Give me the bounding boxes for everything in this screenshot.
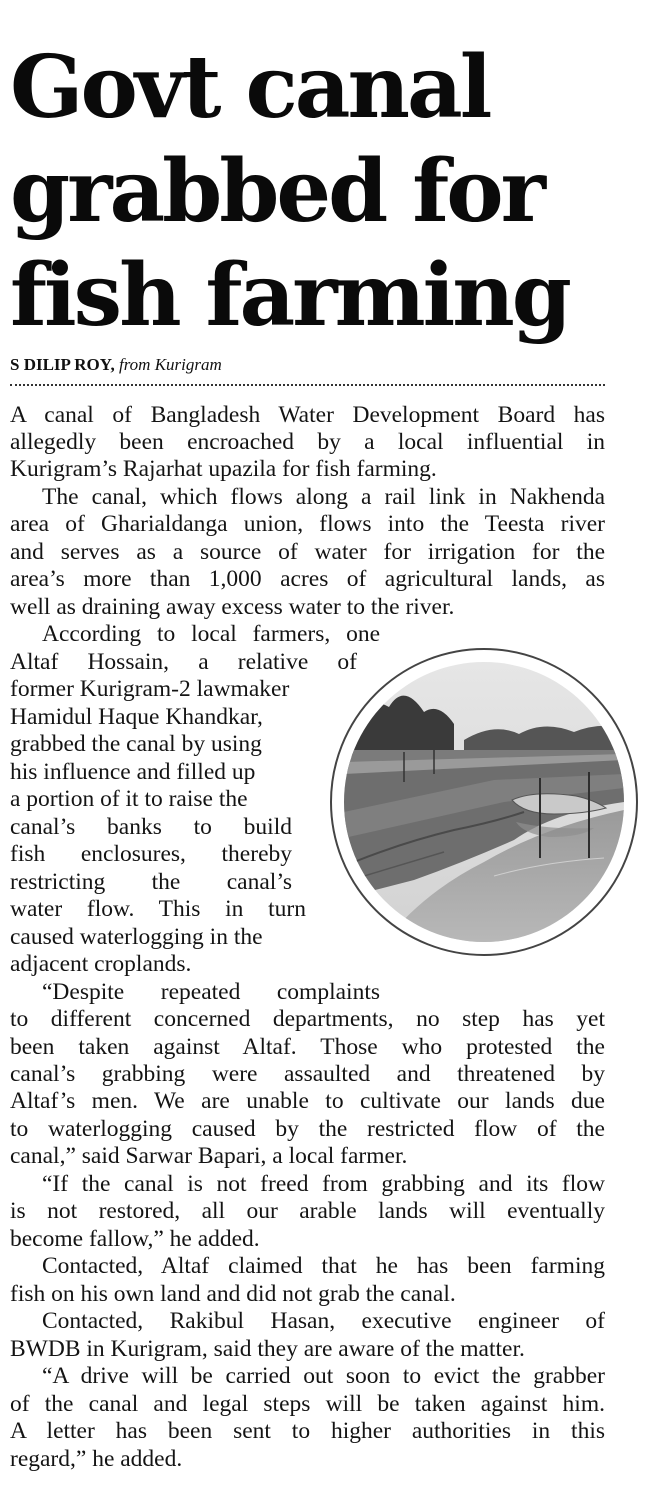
byline-location: from Kurigram — [118, 355, 222, 374]
headline-line: Govt canal — [10, 37, 490, 138]
body-line: allegedly been encroached by a local influential in — [10, 429, 605, 455]
body-line: canal’s banks to build — [10, 814, 292, 840]
byline-author: S DILIP ROY, — [10, 355, 115, 374]
body-line: become fallow,” he added. — [10, 1226, 260, 1252]
headline — [10, 36, 650, 348]
body-line: canal,” said Sarwar Bapari, a local farmer. — [10, 1143, 408, 1169]
body-line: fish on his own land and did not grab the canal. — [10, 1281, 456, 1307]
body-line: “Despite repeated complaints — [42, 979, 380, 1005]
body-line: area of Gharialdanga union, flows into the Teesta river — [10, 511, 605, 537]
body-line: Altaf’s men. We are unable to cultivate our lands due — [10, 1088, 605, 1114]
body-line: canal’s grabbing were assaulted and threatened by — [10, 1061, 605, 1087]
body-line: caused waterlogging in the — [10, 924, 263, 950]
body-line: to different concerned departments, no step has yet — [10, 1006, 605, 1032]
body-line: BWDB in Kurigram, said they are aware of the matter. — [10, 1336, 525, 1362]
body-line: Contacted, Altaf claimed that he has been farming — [42, 1253, 605, 1279]
body-line: The canal, which flows along a rail link in Nakhenda — [42, 484, 605, 510]
body-line: of the canal and legal steps will be taken against him. — [10, 1391, 605, 1417]
byline — [10, 354, 222, 376]
body-line: Altaf Hossain, a relative of — [10, 649, 357, 675]
body-line: former Kurigram-2 lawmaker — [10, 676, 290, 702]
body-line: his influence and filled up — [10, 759, 256, 785]
body-line: to waterlogging caused by the restricted flow of the — [10, 1116, 605, 1142]
body-line: and serves as a source of water for irrigation for the — [10, 539, 605, 565]
body-line: area’s more than 1,000 acres of agricultural lands, as — [10, 566, 605, 592]
canal-photo-image — [344, 662, 624, 942]
body-line: Contacted, Rakibul Hasan, executive engineer of — [42, 1308, 605, 1334]
canal-photo — [330, 648, 638, 956]
body-line: “A drive will be carried out soon to evict the grabber — [42, 1363, 605, 1389]
body-line: well as draining away excess water to the river. — [10, 594, 455, 620]
body-line: grabbed the canal by using — [10, 731, 262, 757]
headline-line: fish farming — [10, 245, 569, 346]
body-line: A letter has been sent to higher authorities in this — [10, 1418, 605, 1444]
body-line: “If the canal is not freed from grabbing and its flow — [42, 1171, 605, 1197]
body-line: A canal of Bangladesh Water Development Board has — [10, 402, 605, 428]
body-line: adjacent croplands. — [10, 951, 192, 977]
body-line: Hamidul Haque Khandkar, — [10, 704, 263, 730]
body-line: restricting the canal’s — [10, 869, 292, 895]
dotted-divider — [10, 384, 605, 386]
headline-line: grabbed for — [10, 141, 543, 242]
body-line: According to local farmers, one — [42, 621, 380, 647]
body-line: fish enclosures, thereby — [10, 841, 292, 867]
body-line: regard,” he added. — [10, 1446, 183, 1472]
body-line: Kurigram’s Rajarhat upazila for fish farming. — [10, 456, 437, 482]
body-line: water flow. This in turn — [10, 896, 306, 922]
body-line: is not restored, all our arable lands will eventually — [10, 1198, 605, 1224]
body-line: a portion of it to raise the — [10, 786, 248, 812]
body-line: been taken against Altaf. Those who protested the — [10, 1034, 605, 1060]
